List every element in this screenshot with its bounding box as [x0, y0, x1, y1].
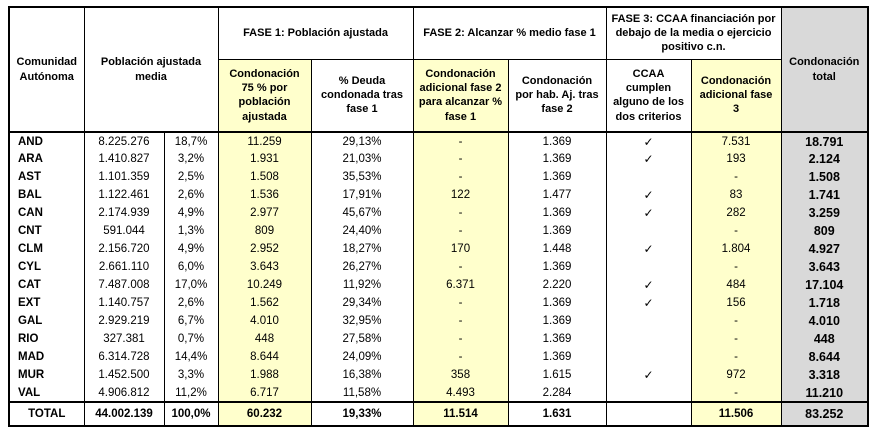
- row-label: VAL: [9, 384, 84, 402]
- poblacion-value: 1.101.359: [84, 168, 164, 186]
- table-row: [9, 294, 868, 312]
- condonacion-total-value: 18.791: [781, 132, 868, 150]
- fase3-adicional-value: -: [691, 348, 781, 366]
- poblacion-value: 2.661.110: [84, 258, 164, 276]
- poblacion-pct: 18,7%: [164, 132, 218, 150]
- fase3-adicional-value: 83: [691, 186, 781, 204]
- poblacion-value: 1.410.827: [84, 150, 164, 168]
- header-fase3-title: FASE 3: CCAA financiación por debajo de la media o ejercicio positivo c.n.: [606, 7, 781, 59]
- poblacion-value: 4.906.812: [84, 384, 164, 402]
- header-poblacion-ajustada: Población ajustada media: [84, 7, 218, 132]
- condonacion-total-value: 8.644: [781, 348, 868, 366]
- fase2-por-hab-value: 1.369: [508, 222, 606, 240]
- fase2-por-hab-value: 1.615: [508, 366, 606, 384]
- deuda-pct-value: 18,27%: [311, 240, 413, 258]
- deuda-pct-value: 11,92%: [311, 276, 413, 294]
- row-label: MAD: [9, 348, 84, 366]
- table-row: [9, 240, 868, 258]
- row-label: CNT: [9, 222, 84, 240]
- condonacion-total-value: 4.927: [781, 240, 868, 258]
- poblacion-pct: 3,2%: [164, 150, 218, 168]
- condonacion75-value: 2.977: [218, 204, 311, 222]
- header-fase3-adicional: Condonación adicional fase 3: [691, 59, 781, 132]
- condonacion-total-value: 3.318: [781, 366, 868, 384]
- fase2-adicional-value: -: [413, 330, 508, 348]
- row-label: MUR: [9, 366, 84, 384]
- deuda-pct-value: 21,03%: [311, 150, 413, 168]
- table-row: [9, 204, 868, 222]
- poblacion-pct: 6,7%: [164, 312, 218, 330]
- fase3-adicional-value: -: [691, 384, 781, 402]
- condonacion75-value: 448: [218, 330, 311, 348]
- criterios-check: ✓: [606, 150, 691, 168]
- fase2-adicional-value: -: [413, 294, 508, 312]
- deuda-pct-value: 24,09%: [311, 348, 413, 366]
- header-fase3-criterios: CCAA cumplen alguno de los dos criterios: [606, 59, 691, 132]
- total-condonacion75-value: 60.232: [218, 402, 311, 426]
- fase2-adicional-value: 170: [413, 240, 508, 258]
- table-row: [9, 222, 868, 240]
- fase2-adicional-value: -: [413, 312, 508, 330]
- poblacion-pct: 6,0%: [164, 258, 218, 276]
- row-label: CLM: [9, 240, 84, 258]
- fase2-por-hab-value: 1.369: [508, 132, 606, 150]
- total-row: [9, 402, 868, 426]
- condonacion75-value: 2.952: [218, 240, 311, 258]
- row-label: ARA: [9, 150, 84, 168]
- deuda-pct-value: 17,91%: [311, 186, 413, 204]
- condonacion75-value: 809: [218, 222, 311, 240]
- deuda-pct-value: 45,67%: [311, 204, 413, 222]
- poblacion-value: 2.929.219: [84, 312, 164, 330]
- total-poblacion-pct: 100,0%: [164, 402, 218, 426]
- poblacion-value: 1.122.461: [84, 186, 164, 204]
- deuda-pct-value: 26,27%: [311, 258, 413, 276]
- table-row: [9, 312, 868, 330]
- condonacion-total-value: 1.741: [781, 186, 868, 204]
- condonacion75-value: 8.644: [218, 348, 311, 366]
- condonacion-total-value: 1.508: [781, 168, 868, 186]
- fase3-adicional-value: 193: [691, 150, 781, 168]
- poblacion-pct: 4,9%: [164, 204, 218, 222]
- fase2-adicional-value: -: [413, 258, 508, 276]
- deuda-pct-value: 29,13%: [311, 132, 413, 150]
- fase3-adicional-value: 484: [691, 276, 781, 294]
- poblacion-value: 2.174.939: [84, 204, 164, 222]
- table-row: [9, 186, 868, 204]
- deuda-pct-value: 27,58%: [311, 330, 413, 348]
- row-label: CAT: [9, 276, 84, 294]
- condonacion75-value: 4.010: [218, 312, 311, 330]
- deuda-pct-value: 11,58%: [311, 384, 413, 402]
- deuda-pct-value: 16,38%: [311, 366, 413, 384]
- row-label: EXT: [9, 294, 84, 312]
- row-label: CAN: [9, 204, 84, 222]
- row-label: RIO: [9, 330, 84, 348]
- criterios-check: [606, 348, 691, 366]
- poblacion-value: 8.225.276: [84, 132, 164, 150]
- criterios-check: ✓: [606, 294, 691, 312]
- condonacion-total-value: 3.643: [781, 258, 868, 276]
- poblacion-value: 591.044: [84, 222, 164, 240]
- condonacion75-value: 3.643: [218, 258, 311, 276]
- fase2-adicional-value: 358: [413, 366, 508, 384]
- criterios-check: ✓: [606, 240, 691, 258]
- total-fase2-por-hab-value: 1.631: [508, 402, 606, 426]
- fase3-adicional-value: -: [691, 168, 781, 186]
- fase2-por-hab-value: 1.477: [508, 186, 606, 204]
- table-header: [9, 7, 868, 132]
- criterios-check: [606, 222, 691, 240]
- row-label: AST: [9, 168, 84, 186]
- poblacion-pct: 3,3%: [164, 366, 218, 384]
- fase2-adicional-value: -: [413, 168, 508, 186]
- poblacion-value: 6.314.728: [84, 348, 164, 366]
- deuda-pct-value: 32,95%: [311, 312, 413, 330]
- table-row: [9, 330, 868, 348]
- fase3-adicional-value: -: [691, 222, 781, 240]
- poblacion-pct: 2,6%: [164, 186, 218, 204]
- table-row: [9, 348, 868, 366]
- poblacion-value: 1.452.500: [84, 366, 164, 384]
- fase2-por-hab-value: 1.369: [508, 330, 606, 348]
- header-comunidad-autonoma: Comunidad Autónoma: [9, 7, 84, 132]
- condonacion75-value: 6.717: [218, 384, 311, 402]
- condonacion75-value: 1.931: [218, 150, 311, 168]
- fase2-por-hab-value: 1.369: [508, 258, 606, 276]
- condonacion75-value: 1.988: [218, 366, 311, 384]
- header-group-row: [9, 7, 868, 59]
- header-fase2-adicional: Condonación adicional fase 2 para alcanzar % fase 1: [413, 59, 508, 132]
- table-row: [9, 258, 868, 276]
- fase3-adicional-value: -: [691, 330, 781, 348]
- condonacion-total-value: 2.124: [781, 150, 868, 168]
- poblacion-pct: 1,3%: [164, 222, 218, 240]
- deuda-pct-value: 35,53%: [311, 168, 413, 186]
- row-label: CYL: [9, 258, 84, 276]
- condonacion75-value: 1.508: [218, 168, 311, 186]
- fase3-adicional-value: 972: [691, 366, 781, 384]
- table-footer: [9, 402, 868, 426]
- condonacion75-value: 1.562: [218, 294, 311, 312]
- poblacion-pct: 0,7%: [164, 330, 218, 348]
- fase2-por-hab-value: 1.369: [508, 168, 606, 186]
- fase3-adicional-value: 156: [691, 294, 781, 312]
- condonacion-total-value: 448: [781, 330, 868, 348]
- criterios-check: ✓: [606, 186, 691, 204]
- poblacion-value: 7.487.008: [84, 276, 164, 294]
- table-row: [9, 132, 868, 150]
- criterios-check: ✓: [606, 276, 691, 294]
- criterios-check: ✓: [606, 132, 691, 150]
- total-fase3-adicional-value: 11.506: [691, 402, 781, 426]
- table-row: [9, 366, 868, 384]
- total-poblacion-value: 44.002.139: [84, 402, 164, 426]
- fase3-adicional-value: 7.531: [691, 132, 781, 150]
- fase2-por-hab-value: 1.448: [508, 240, 606, 258]
- total-deuda-pct: 19,33%: [311, 402, 413, 426]
- table-row: [9, 150, 868, 168]
- fase3-adicional-value: -: [691, 258, 781, 276]
- poblacion-pct: 2,6%: [164, 294, 218, 312]
- total-row-label: TOTAL: [9, 402, 84, 426]
- deuda-pct-value: 29,34%: [311, 294, 413, 312]
- fase3-adicional-value: -: [691, 312, 781, 330]
- criterios-check: [606, 168, 691, 186]
- criterios-check: [606, 384, 691, 402]
- poblacion-pct: 14,4%: [164, 348, 218, 366]
- row-label: AND: [9, 132, 84, 150]
- row-label: GAL: [9, 312, 84, 330]
- header-fase2-por-hab: Condonación por hab. Aj. tras fase 2: [508, 59, 606, 132]
- poblacion-value: 1.140.757: [84, 294, 164, 312]
- fase2-adicional-value: -: [413, 204, 508, 222]
- header-fase1-title: FASE 1: Población ajustada: [218, 7, 413, 59]
- header-condonacion-total: Condonación total: [781, 7, 868, 132]
- total-fase2-adicional-value: 11.514: [413, 402, 508, 426]
- condonacion-total-value: 17.104: [781, 276, 868, 294]
- table-row: [9, 384, 868, 402]
- poblacion-value: 327.381: [84, 330, 164, 348]
- total-criterios-cell: [606, 402, 691, 426]
- criterios-check: ✓: [606, 366, 691, 384]
- fase2-por-hab-value: 1.369: [508, 204, 606, 222]
- fase2-adicional-value: -: [413, 150, 508, 168]
- condonacion-table: [8, 6, 869, 427]
- header-fase1-deuda-condonada: % Deuda condonada tras fase 1: [311, 59, 413, 132]
- condonacion-total-value: 809: [781, 222, 868, 240]
- deuda-pct-value: 24,40%: [311, 222, 413, 240]
- criterios-check: ✓: [606, 204, 691, 222]
- fase2-adicional-value: 122: [413, 186, 508, 204]
- condonacion-total-value: 11.210: [781, 384, 868, 402]
- row-label: BAL: [9, 186, 84, 204]
- condonacion75-value: 11.259: [218, 132, 311, 150]
- fase2-adicional-value: -: [413, 348, 508, 366]
- fase2-adicional-value: -: [413, 132, 508, 150]
- fase2-por-hab-value: 2.220: [508, 276, 606, 294]
- poblacion-pct: 11,2%: [164, 384, 218, 402]
- fase3-adicional-value: 282: [691, 204, 781, 222]
- fase2-por-hab-value: 1.369: [508, 150, 606, 168]
- table-row: [9, 276, 868, 294]
- fase2-adicional-value: 6.371: [413, 276, 508, 294]
- poblacion-pct: 2,5%: [164, 168, 218, 186]
- table-body: [9, 132, 868, 402]
- header-fase2-title: FASE 2: Alcanzar % medio fase 1: [413, 7, 606, 59]
- criterios-check: [606, 330, 691, 348]
- table-row: [9, 168, 868, 186]
- total-condonacion-total-value: 83.252: [781, 402, 868, 426]
- fase2-por-hab-value: 1.369: [508, 294, 606, 312]
- poblacion-pct: 17,0%: [164, 276, 218, 294]
- fase2-adicional-value: -: [413, 222, 508, 240]
- fase2-por-hab-value: 1.369: [508, 312, 606, 330]
- header-fase1-condonacion75: Condonación 75 % por población ajustada: [218, 59, 311, 132]
- criterios-check: [606, 312, 691, 330]
- fase2-adicional-value: 4.493: [413, 384, 508, 402]
- criterios-check: [606, 258, 691, 276]
- condonacion-total-value: 3.259: [781, 204, 868, 222]
- fase2-por-hab-value: 1.369: [508, 348, 606, 366]
- poblacion-pct: 4,9%: [164, 240, 218, 258]
- condonacion-total-value: 4.010: [781, 312, 868, 330]
- condonacion-total-value: 1.718: [781, 294, 868, 312]
- condonacion75-value: 10.249: [218, 276, 311, 294]
- condonacion75-value: 1.536: [218, 186, 311, 204]
- fase2-por-hab-value: 2.284: [508, 384, 606, 402]
- poblacion-value: 2.156.720: [84, 240, 164, 258]
- fase3-adicional-value: 1.804: [691, 240, 781, 258]
